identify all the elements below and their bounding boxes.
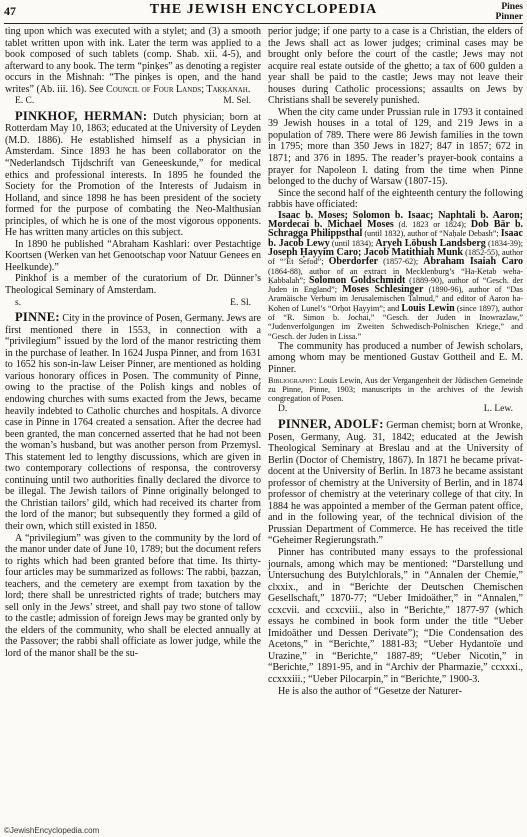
bibliography-label: Bibliography: [268, 375, 317, 385]
pinner-article: PINNER, ADOLF: German chemist; born at Wronke, Posen, Germany, Aug. 31, 1842; educated at the Jewish Theological Seminary at Breslau and at the University of Berlin (Doctor of Chemistry, 1867). In 1871 he became privat-docent at the University of Berlin. In 1873 he became assistant professor of chemistry at the University of Berlin, and in 1874 professor of chemistry at the veterinary college of that city. In 1884 he was appointed a member of the German patent office, and in the following year, of the technical division of the Prussian Department of Commerce. He has received the title “Geheimer Regierungsrath.” [268, 416, 524, 547]
running-head-first: Pines [501, 2, 523, 12]
page-header [4, 2, 523, 24]
pinne-rabbis-intro: Since the second half of the eighteenth century the following rabbis have officiated: [268, 187, 523, 211]
left-column [5, 26, 261, 660]
watermark: ©JewishEncyclopedia.com [4, 826, 100, 835]
pinne-article: PINNE: City in the province of Posen, Germany. Jews are first mentioned there in 1553, in connection with a “privilegium” issued by the lord of the manor restricting them in the purchase of leather. In 1624 Juspa Pinner, and from 1631 to 1652 his son-in-law Leiser Pinner, are mentioned as holding various honorary offices in Posen. The community of Pinne, owing to the practise of the Polish kings and nobles of endowing churches with sums exacted from the Jews, became heavily indebted to Catholic churches and hospitals. A divorce case in Pinne in 1764 created a sensation. After the decree had been granted, the man concerned asserted that he had not been the woman’s husband, but was another person from Przemysl. This statement led to lengthy discussions, which are given in two contemporary collections of responsa, the controversy continuing until two authorities finally declared the divorce to be illegal. The Jewish tailors of Pinne originally belonged to the Christian tailors’ gild, which had received its charter from the lord of the manor; but subsequently they formed a gild of their own, which still existed in 1850. [5, 310, 261, 532]
pinne-continuation: perior judge; if one party to a case is a Christian, the elders of the Jews shall act as lower judges; criminal cases may be brought only before the court of the castle; Jews may not acquire real estate outside of the ghetto; a tax of 600 gulden a year shall be paid to the castle; Jews may not leave their houses during Catholic processions; assaults on Jews by Christians shall be severely punished. [268, 26, 523, 107]
article-heading-pinkhof: PINKHOF, HERMAN: [15, 108, 148, 123]
right-column [268, 26, 523, 697]
rabbis-list: Isaac b. Moses; Solomon b. Isaac; Naphtali b. Aaron; Mordecai b. Michael Moses (d. 1823 or 1824); Dob Bär b. Schragga Philippsthal (until 1832), author of “Naḥale Debash”; Isaac b. Jacob Lewy (until 1834); Aryeh Löbush Landsberg (1834-39); Joseph Ḥayyim Caro; Jacob Matithiah Munk (1852-55), author of “’Et Sefod”; Oberdorfer (1857-62); Abraham Isaiah Caro (1864-88), author of an extract in Mecklenburg’s “Ha-Ketab weha-Ḳabbalah”; Solomon Goldschmidt (1889-90), author of “Gesch. der Juden in England”; Moses Schlesinger (1890-96), author of “Das Aramäische Verbum im Jerusalemischen Talmud,” and editor of Aaron ha-Kohen of Lunel’s “Orḥot Ḥayyim”; and Louis Lewin (since 1897), author of “R. Simon b. Jochai,” “Gesch. der Juden in Inowrazlaw,” “Judenverfolgungen im Zweiten Schwedisch-Polnischen Kriege,” and “Gesch. der Juden in Lissa.” [268, 209, 524, 341]
pinner-paragraph-3: He is also the author of “Gesetze der Naturer- [278, 685, 462, 697]
pinne-scholars-paragraph: The community has produced a number of Jewish scholars, among whom may be mentioned Gustav Gottheil and E. M. Pinner. [268, 340, 523, 375]
page-title: THE JEWISH ENCYCLOPEDIA [149, 2, 378, 17]
signature: s. E. Sl. [15, 297, 251, 308]
see-also-link[interactable]: Council of Four Lands; Taḳḳanah. [106, 83, 251, 95]
running-head-last: Pinner [495, 12, 523, 22]
signature: E. C. M. Sel. [15, 96, 251, 107]
article-heading-pinner: PINNER, ADOLF: [278, 416, 384, 431]
pinkhof-paragraph-2: In 1890 he published “Abraham Kashlari: over Pestachtige Koortsen (Werken van het Genootschap voor Natuur Genees en Heelkunde).” [5, 238, 261, 273]
pinner-paragraph-2: Pinner has contributed many essays to the professional journals, among which may be mentioned: “Darstellung und Untersuchung des Butylchlorals,” in “Annalen der Chemie,” clxxix., and in “Berichte der Deutschen Chemischen Gesellschaft,” 1870-77; “Ueber Imidoäther,” in “Annalen,” ccxcvii. and ccxcviii., also in “Berichte,” 1877-97 (which essays he combined in book form under the title “Ueber Imidoäther und Dessen Derivate”); “Die Condensation des Acetons,” in “Berichte,” 1881-83; “Ueber Hydantoïe und Urazine,” in “Berichte,” 1887-89; “Ueber Nicotin,” in “Berichte,” 1891-95, and in “Archiv der Pharmazie,” ccxxxi., ccxxxiii.; “Ueber Pilocarpin,” in “Berichte,” 1900-3. [268, 547, 523, 686]
pinne-population-paragraph: When the city came under Prussian rule in 1793 it contained 39 Jewish houses in a total of 129, and 219 Jews in a population of 789. There were 86 Jewish families in the town in 1795; more than 350 Jews in 1827; 847 in 1857; 672 in 1871; and 376 in 1895. The reader’s prayer-book contains a prayer for Napoleon I. dating from the time when Pinne belonged to the duchy of Warsaw (1807-15). [268, 106, 523, 188]
bibliography: Bibliography: Louis Lewin, Aus der Vergangenheit der Jüdischen Gemeinde zu Pinne, Pinne, 1903; manuscripts in the archives of the Jewish congregation of Posen. [268, 375, 523, 404]
pinkhof-article: PINKHOF, HERMAN: Dutch physician; born at Rotterdam May 10, 1863; educated at the University of Leyden (M.D. 1886). He established himself as a physician in Amsterdam. Since 1893 he has been collaborator on the “Nederlandsch Tijdschrift van Geneeskunde,” for medical ethics and professional interests. In 1895 he founded the Society for the Promotion of the Interests of Judaism in Holland, and since 1898 he has been president of the society formed for the purpose of combating the Neo-Malthusian principles, of which he is one of the most vigorous opponents. He has written many articles on this subject. [5, 108, 261, 239]
tablets-paragraph: ting upon which was executed with a stylet; and (3) a smooth tablet written upon with ink. Later the term was applied to a book composed of such tablets (comp. Shab. xii. 4-5), and afterward to any book. The term “pinḳes” as denoting a register occurs in the Mishnah: “The pinḳes is open, and the hand writes” (Ab. iii. 16). See Council of Four Lands; Taḳḳanah. [5, 26, 261, 95]
article-heading-pinne: PINNE: [15, 310, 60, 325]
pinne-paragraph-2: A “privilegium” was given to the community by the lord of the manor under date of June 10, 1789; but the document refers to rights which had been granted before that time. Its thirty-four articles may be summarized as follows: The rabbi, ḥazzan, teachers, and the cemetery are exempt from taxation by the lord; there shall be unrestricted rights of trade; butchers may sell only in the Jews’ street, and shall pay two stone of tallow to the castle; admission of foreign Jews may be granted only by the elders of the community, who shall be elected annually at the Passover; the rabbi shall officiate as lower judge, while the lord of the manor shall be the su- [5, 532, 261, 659]
signature: D. L. Lew. [278, 404, 513, 415]
header-rule [4, 23, 523, 24]
running-head [496, 2, 523, 22]
pinkhof-paragraph-3: Pinkhof is a member of the curatorium of Dr. Dünner’s Theological Seminary of Amsterdam. [5, 273, 261, 297]
page-number: 47 [4, 4, 16, 18]
